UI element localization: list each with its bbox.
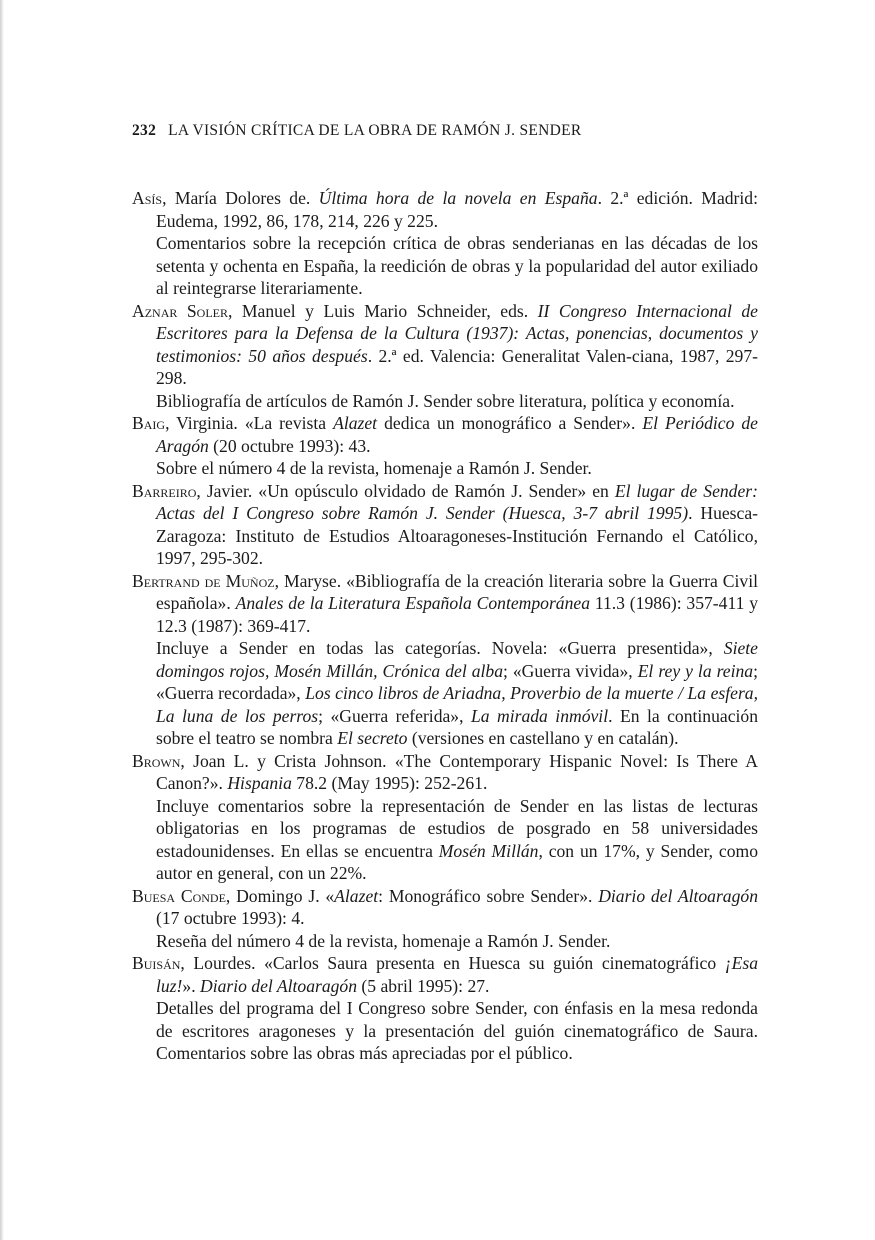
running-header bbox=[132, 122, 772, 140]
bib-reference: Barreiro, Javier. «Un opúsculo olvidado de Ramón J. Sender» en El lugar de Sender: Actas del I Congreso sobre Ramón J. Sender (Huesca, 3-7 abril 1995). Huesca-Zaragoza: Instituto de Estudios Altoaragoneses-Institución Fernando el Católico, 1997, 295-302. bbox=[132, 480, 758, 568]
bib-reference: Brown, Joan L. y Crista Johnson. «The Contemporary Hispanic Novel: Is There A Canon?». Hispania 78.2 (May 1995): 252-261. bbox=[132, 750, 758, 793]
bib-entry bbox=[132, 412, 758, 480]
bib-author: Buisán bbox=[132, 953, 181, 973]
bib-entry bbox=[132, 187, 758, 300]
bib-author: Aznar Soler bbox=[132, 300, 228, 321]
bib-entry bbox=[132, 885, 758, 953]
bibliography-list bbox=[132, 187, 758, 1065]
bib-reference: Aznar Soler, Manuel y Luis Mario Schneider, eds. II Congreso Internacional de Escritores para la Defensa de la Cultura (1937): Actas, ponencias, documentos y testimonios: 50 años después. 2.ª ed. Valencia: Generalitat Valen-ciana, 1987, 297-298. bbox=[132, 300, 759, 388]
bib-entry bbox=[132, 952, 758, 1065]
bib-reference: Buesa Conde, Domingo J. «Alazet: Monográfico sobre Sender». Diario del Altoaragón (17 octubre 1993): 4. bbox=[132, 885, 758, 928]
bib-entry bbox=[132, 480, 758, 570]
bib-reference: Buisán, Lourdes. «Carlos Saura presenta en Huesca su guión cinematográfico ¡Esa luz!». Diario del Altoaragón (5 abril 1995): 27. bbox=[132, 953, 758, 996]
bib-annotation: Incluye comentarios sobre la representación de Sender en las listas de lecturas obligatorias en los programas de estudios de posgrado en 58 universidades estadounidenses. En ellas se encuentra Mosén Millán, con un 17%, y Sender, como autor en general, con un 22%. bbox=[156, 795, 758, 883]
page-number: 232 bbox=[132, 122, 157, 139]
bib-entry bbox=[132, 750, 758, 885]
page-edge-shadow bbox=[0, 0, 4, 1240]
bib-author: Buesa Conde bbox=[132, 885, 226, 906]
bib-reference: Baig, Virginia. «La revista Alazet dedica un monográfico a Sender». El Periódico de Aragón (20 octubre 1993): 43. bbox=[132, 413, 758, 456]
bib-entry bbox=[132, 570, 758, 750]
bib-annotation: Reseña del número 4 de la revista, homenaje a Ramón J. Sender. bbox=[156, 930, 611, 951]
bib-entry bbox=[132, 300, 758, 413]
bib-annotation: Comentarios sobre la recepción crítica de obras senderianas en las décadas de los setenta y ochenta en España, la reedición de obras y la popularidad del autor exiliado al reintegrarse literariamente. bbox=[156, 233, 758, 298]
bib-author: Barreiro bbox=[132, 480, 197, 501]
bib-author: Asís bbox=[132, 188, 163, 208]
running-title: LA VISIÓN CRÍTICA DE LA OBRA DE RAMÓN J. SENDER bbox=[168, 122, 582, 139]
bib-annotation: Incluye a Sender en todas las categorías. Novela: «Guerra presentida», Siete domingos rojos, Mosén Millán, Crónica del alba; «Guerra vivida», El rey y la reina; «Guerra recordada», Los cinco libros de Ariadna, Proverbio de la muerte / La esfera, La luna de los perros; «Guerra referida», La mirada inmóvil. En la continuación sobre el teatro se nombra El secreto (versiones en castellano y en catalán). bbox=[156, 638, 759, 748]
bib-annotation: Bibliografía de artículos de Ramón J. Sender sobre literatura, política y economía. bbox=[156, 390, 735, 411]
bib-reference: Asís, María Dolores de. Última hora de la novela en España. 2.ª edición. Madrid: Eudema, 1992, 86, 178, 214, 226 y 225. bbox=[132, 188, 758, 231]
bib-author: Baig bbox=[132, 413, 166, 433]
bib-reference: Bertrand de Muñoz, Maryse. «Bibliografía de la creación literaria sobre la Guerra Civil española». Anales de la Literatura Española Contemporánea 11.3 (1986): 357-411 y 12.3 (1987): 369-417. bbox=[132, 570, 758, 636]
bib-author: Bertrand de Muñoz bbox=[132, 570, 275, 591]
bib-annotation: Sobre el número 4 de la revista, homenaje a Ramón J. Sender. bbox=[156, 458, 592, 478]
bib-author: Brown bbox=[132, 750, 181, 771]
bib-annotation: Detalles del programa del I Congreso sobre Sender, con énfasis en la mesa redonda de escritores aragoneses y la presentación del guión cinematográfico de Saura. Comentarios sobre las obras más apreciadas por el público. bbox=[156, 998, 758, 1063]
